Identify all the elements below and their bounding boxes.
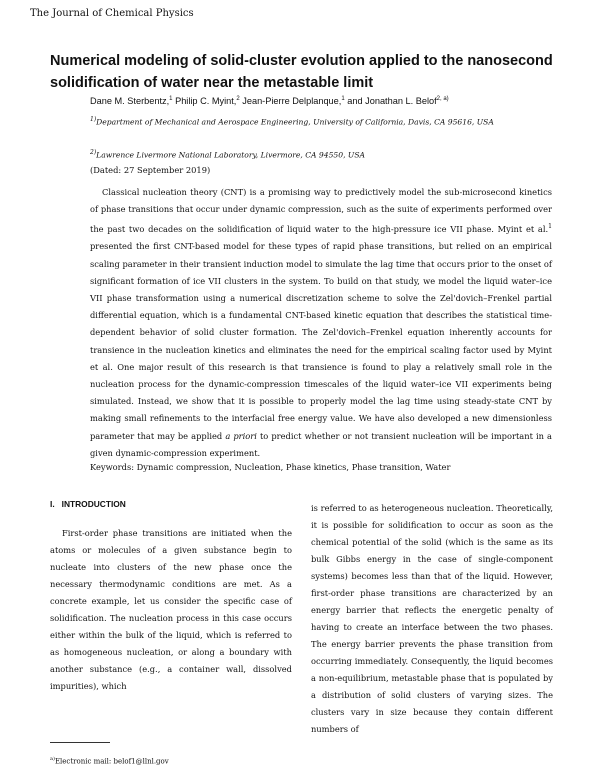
author-affiliation-mark: 1: [341, 96, 345, 102]
section-number: I.: [50, 499, 55, 509]
abstract-text: to predict whether or not transient nucleation will be important in a given dynamic-compression experiment.: [90, 430, 553, 458]
author: Dane M. Sterbentz,: [90, 96, 170, 107]
body-right-column: is referred to as heterogeneous nucleation. Theoretically, it is possible for solidification to occur as soon as the chemical potential of the solid (which is the same as its bulk Gibbs energy in the case of single-component systems) becomes less than that of the liquid. However, first-order phase transitions are characterized by an energy barrier that reflects the energetic penalty of having to create an interface between the two phases. The energy barrier prevents the phase transition from occurring immediately. Consequently, the liquid becomes a non-equilibrium, metastable phase that is populated by a distribution of solid clusters of varying sizes. The clusters vary in size because they contain different numbers of: [311, 503, 553, 734]
section-heading: [50, 499, 126, 509]
footnote-rule: [50, 742, 110, 743]
author-affiliation-mark: 1: [169, 96, 173, 102]
author-affiliation-mark: 2, a): [436, 96, 449, 102]
body-left-column: First-order phase transitions are initiated when the atoms or molecules of a given substance begin to nucleate into clusters of the new phase once the necessary thermodynamic conditions are met. As a concrete example, let us consider the specific case of solidification. The nucleation process in this case occurs either within the bulk of the liquid, which is referred to as homogeneous nucleation, or along a boundary with another substance (e.g., a container wall, dissolved impurities), which: [50, 528, 292, 691]
author: Jean-Pierre Delplanque,: [242, 96, 342, 107]
footnote: [50, 756, 169, 765]
journal-name: The Journal of Chemical Physics: [30, 8, 194, 19]
affiliation-mark: 1): [90, 116, 97, 123]
affiliation-2: [90, 145, 550, 163]
author: Philip C. Myint,: [175, 96, 237, 107]
section-title: INTRODUCTION: [61, 499, 126, 509]
date-line: (Dated: 27 September 2019): [90, 165, 211, 175]
author-list: [90, 96, 449, 106]
keywords: Keywords: Dynamic compression, Nucleation, Phase kinetics, Phase transition, Water: [90, 462, 451, 472]
footnote-mark: a): [50, 756, 55, 762]
author-affiliation-mark: 2: [236, 96, 240, 102]
affiliation-text: Lawrence Livermore National Laboratory, Livermore, CA 94550, USA: [96, 150, 366, 160]
author: and Jonathan L. Belof: [347, 96, 437, 107]
abstract-text: Classical nucleation theory (CNT) is a promising way to predictively model the sub-microsecond kinetics of phase transitions that occur under dynamic compression, such as the suite of experiments performed over the past two decades on the solidification of liquid water to the high-pressure ice VII phase. Myint et al.: [90, 187, 552, 235]
affiliation-text: Department of Mechanical and Aerospace Engineering, University of California, Davis, CA 95616, USA: [96, 117, 494, 127]
abstract-italic: a priori: [225, 430, 257, 441]
affiliation-mark: 2): [90, 149, 97, 156]
abstract-text: presented the first CNT-based model for these types of rapid phase transitions, but relied on an empirical scaling parameter in their transient induction model to simulate the lag time that occurs prior to the onset of significant formation of ice VII clusters in the system. To build on that study, we model the liquid water–ice VII phase transformation using a numerical discretization scheme to solve the Zel'dovich–Frenkel partial differential equation, which is a fundamental CNT-based kinetic equation that describes the statistical time-dependent behavior of solid cluster formation. The Zel'dovich–Frenkel equation inherently accounts for transience in the nucleation kinetics and eliminates the need for the empirical scaling factor used by Myint et al. One major result of this research is that transience is found to play a relatively small role in the nucleation process for the dynamic-compression timescales of the liquid water–ice VII experiments being simulated. Instead, we show that it is possible to properly model the lag time using steady-state CNT by making small refinements to the interfacial free energy value. We have also developed a new dimensionless parameter that may be applied: [90, 241, 552, 441]
footnote-text: Electronic mail: belof1@llnl.gov: [54, 757, 169, 766]
affiliation-1: [90, 112, 550, 130]
abstract: [90, 184, 552, 462]
paper-title: Numerical modeling of solid-cluster evolution applied to the nanosecond solidification of water near the metastable limit: [50, 53, 553, 91]
reference-mark: 1: [548, 223, 552, 231]
